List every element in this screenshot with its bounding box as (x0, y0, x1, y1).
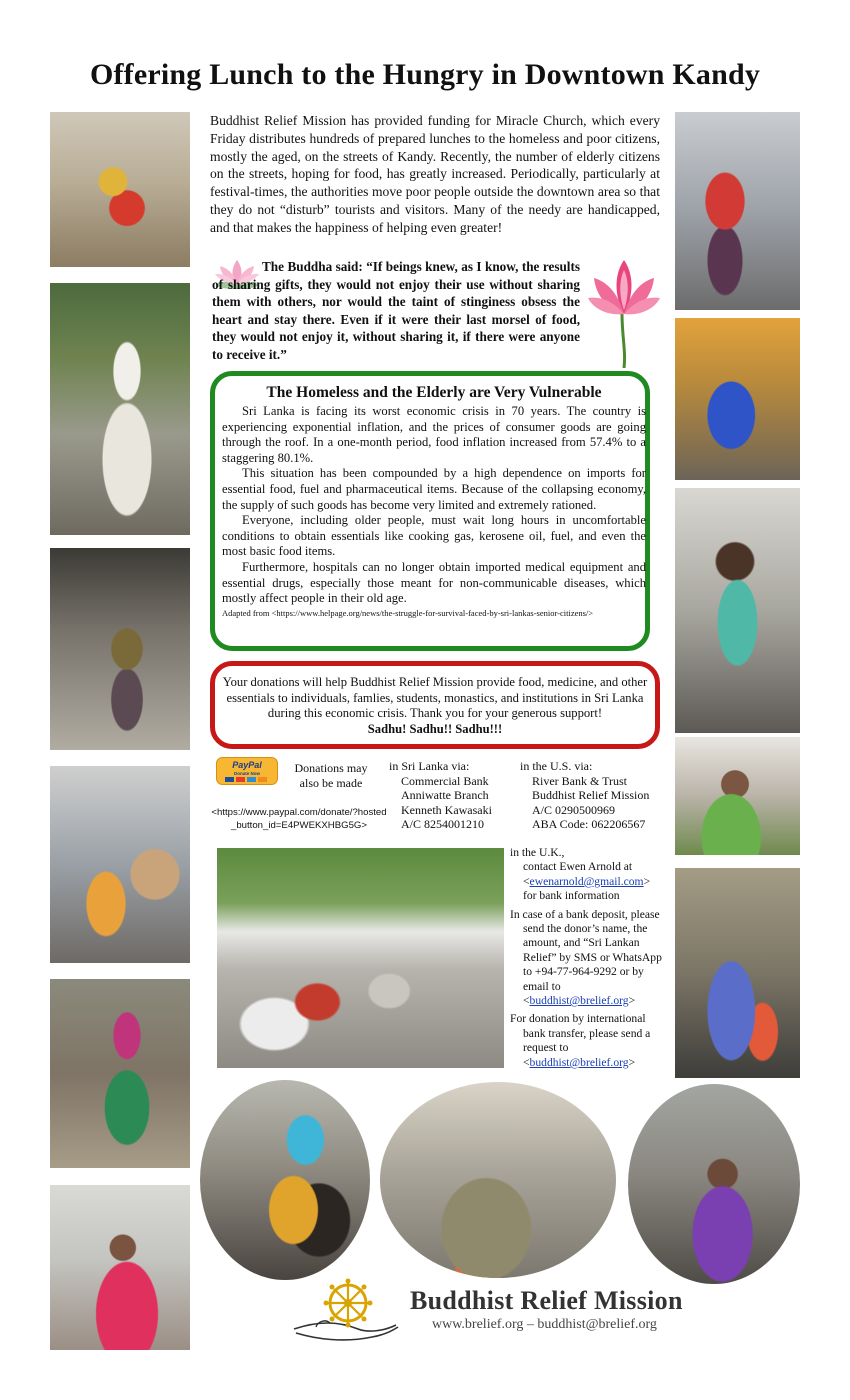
bank-sri-lanka-line: Kenneth Kawasaki (401, 802, 492, 817)
bank-sri-lanka-line: A/C 8254001210 (401, 817, 485, 832)
bank-us-line: River Bank & Trust (532, 773, 628, 788)
bank-us-line: A/C 0290500969 (532, 802, 616, 817)
bank-sri-lanka-label: in Sri Lanka via: (389, 759, 470, 773)
sadhu-text: Sadhu! Sadhu!! Sadhu!!! (367, 721, 503, 736)
appeal-section (222, 675, 648, 737)
appeal-text: Your donations will help Buddhist Relief Mission provide food, medicine, and other essentials to individuals, famlies, students, monastics, and institutions in Sri Lanka during this economic crisis. Thank you for your generous support! (222, 675, 648, 721)
bank-us (520, 759, 660, 832)
vulnerable-paragraph-1: Sri Lanka is facing its worst economic crisis in 70 years. The country is experiencing exponential inflation, and the prices of consumer goods are going through the roof. In a one-month period, food inflation increased from 57.4% to a staggering 80.1%. (222, 404, 646, 465)
photo-woman-green-top (675, 737, 800, 855)
photo-elderly-man-seated (50, 112, 190, 267)
intro-paragraph: Buddhist Relief Mission has provided funding for Miracle Church, which every Friday distributes hundreds of prepared lunches to the homeless and poor citizens, mostly the aged, on the streets of Kandy. Recently, the number of elderly citizens on the streets, hoping for food, has greatly increased. Periodically, particularly at festival-times, the authorities move poor people outside the downtown area so that they do not “disturb” tourists and visitors. Many of the needy are handicapped, and that makes the happiness of helping even greater! (210, 113, 660, 235)
photo-woman-purple-shirt-circle (628, 1084, 800, 1284)
other-donation-info (510, 846, 662, 1074)
vulnerable-section (222, 384, 646, 619)
photo-man-white-turban (50, 283, 190, 535)
paypal-logo-icon (216, 757, 278, 785)
uk-label: in the U.K., (510, 846, 565, 859)
footer-org-name: Buddhist Relief Mission (410, 1286, 683, 1315)
bank-us-line: Buddhist Relief Mission (532, 788, 650, 803)
deposit-info: In case of a bank deposit, please send the donor’s name, the amount, and “Sri Lankan Relief” by SMS or WhatsApp to +94-77-964-9292 or by email to <buddhist@brelief.org> (510, 907, 662, 1008)
paypal-donate-text: Donate Now (233, 771, 261, 776)
deposit-email-link[interactable]: buddhist@brelief.org (529, 994, 629, 1008)
photo-woman-red-cardigan (675, 112, 800, 310)
photo-man-blue-shirt (675, 318, 800, 480)
uk-bank-info: for bank information (523, 889, 620, 903)
vulnerable-paragraph-2: This situation has been compounded by a high dependence on imports for essential food, fuel and pharmaceutical items. Because of the collapsing economy, the supply of such goods has become very limited and extremely rationed. (222, 466, 646, 512)
bank-sri-lanka-line: Anniwatte Branch (401, 788, 489, 803)
international-info: For donation by international bank transfer, please send a request to <buddhist@brelief.org> (510, 1012, 651, 1069)
bank-us-line: ABA Code: 062206567 (532, 817, 646, 832)
photo-elderly-man-sarong (50, 548, 190, 750)
uk-contact: contact Ewen Arnold at (523, 860, 633, 874)
vulnerable-paragraph-4: Furthermore, hospitals can no longer obtain imported medical equipment and essential drugs, especially those meant for non-communicable diseases, which mostly affect people in their old age. (222, 559, 646, 606)
photo-women-hijab-circle (200, 1080, 370, 1280)
bank-sri-lanka-line: Commercial Bank (401, 773, 489, 788)
deposit-text: In case of a bank deposit, please send the donor’s name, the amount, and “Sri Lankan Relief” by SMS or WhatsApp to +94-77-964-9292 or by email to (510, 907, 662, 993)
lotus-flower-icon (586, 256, 662, 368)
photo-street-distribution (217, 848, 504, 1068)
source-citation: Adapted from <https://www.helpage.org/news/the-struggle-for-survival-faced-by-sri-lankas-senior-citizens/> (222, 607, 594, 618)
international-text: For donation by international bank transfer, please send a request to (510, 1012, 651, 1055)
paypal-logo-text: PayPal (232, 760, 262, 770)
paypal-donate-button[interactable] (216, 757, 278, 785)
donations-note: Donations may also be made (294, 761, 368, 790)
vulnerable-heading: The Homeless and the Elderly are Very Vulnerable (266, 384, 602, 401)
dharma-wheel-icon (288, 1277, 400, 1347)
photo-woman-green-sari (50, 979, 190, 1168)
photo-woman-red-shirt (50, 1185, 190, 1350)
photo-woman-camo-shirt-circle (380, 1082, 616, 1278)
page-title: Offering Lunch to the Hungry in Downtown Kandy (89, 58, 761, 91)
international-email-link[interactable]: buddhist@brelief.org (529, 1055, 629, 1069)
paypal-url[interactable]: <https://www.paypal.com/donate/?hosted_button_id=E4PWEKXHBG5G> (211, 807, 387, 831)
uk-info: in the U.K., contact Ewen Arnold at <ewenarnold@gmail.com> for bank information (510, 846, 651, 903)
footer-contact[interactable]: www.brelief.org – buddhist@brelief.org (432, 1317, 657, 1332)
photo-elderly-man-glasses (675, 868, 800, 1078)
photo-man-striped-shirt-smiling (675, 488, 800, 733)
bank-sri-lanka (389, 759, 509, 832)
uk-email-link[interactable]: ewenarnold@gmail.com (529, 874, 644, 888)
buddha-quote: The Buddha said: “If beings knew, as I know, the results of sharing gifts, they would not enjoy their use without sharing them with others, nor would the taint of stinginess obsess the heart and stay there. Even if it were their last morsel of food, they would not enjoy it, without sharing it, if there were anyone to receive it.” (212, 259, 580, 362)
vulnerable-paragraph-3: Everyone, including older people, must wait long hours in uncomfortable conditions to obtain essentials like cooking gas, kerosene oil, fuel, and even the most basic food items. (222, 513, 646, 559)
bank-us-label: in the U.S. via: (520, 759, 593, 773)
photo-man-mask-striped-shirt (50, 766, 190, 963)
